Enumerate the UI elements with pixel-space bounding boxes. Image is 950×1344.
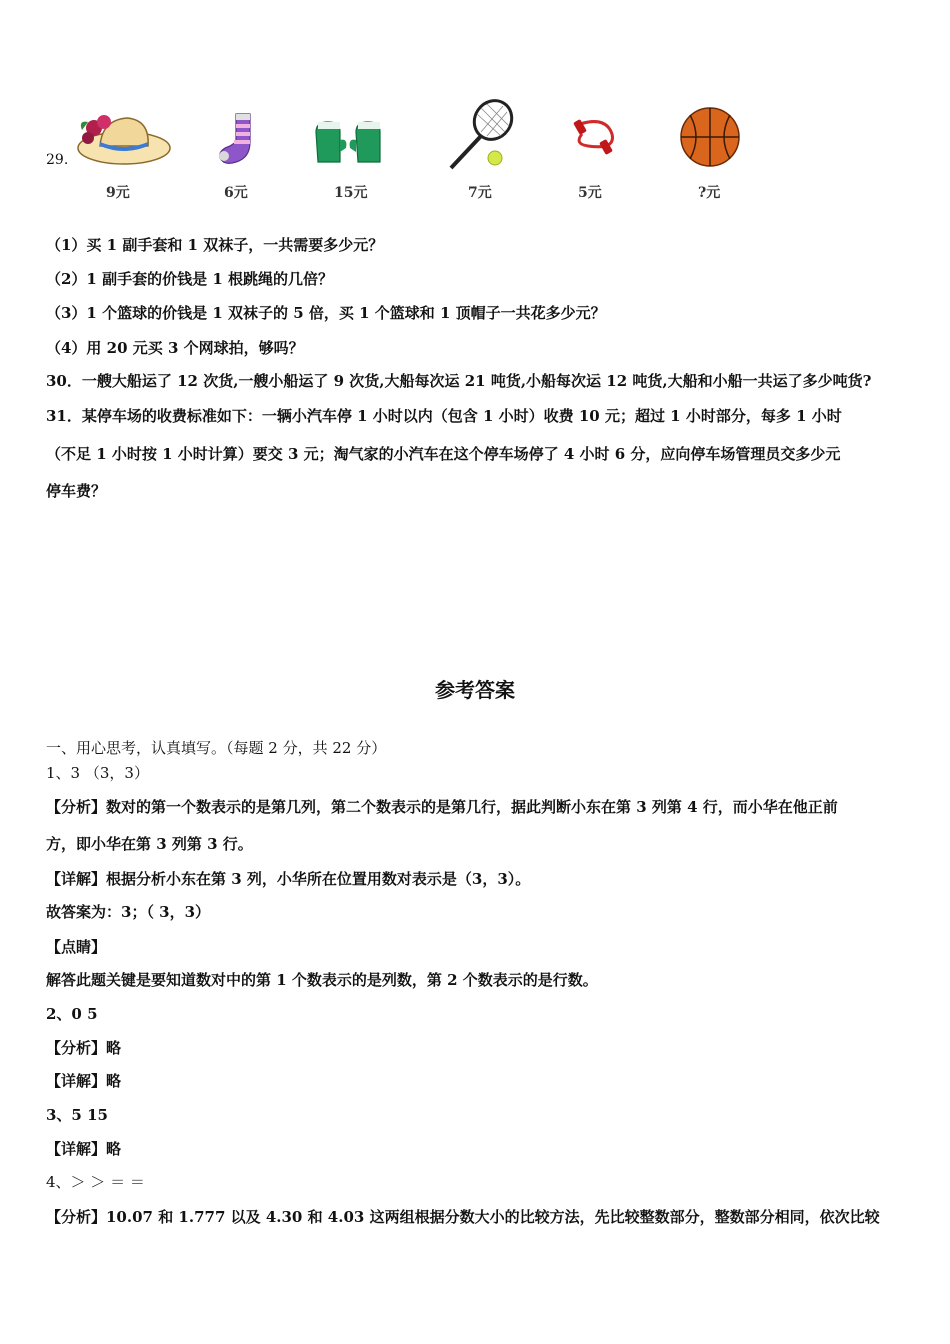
mittens-icon (310, 118, 390, 168)
basketball-icon (678, 105, 742, 169)
item-basketball (660, 105, 760, 169)
item-tennis-racket (432, 96, 532, 172)
question-number: 29. (46, 152, 69, 168)
item-jump-rope (546, 116, 646, 160)
answer-1-comment-label: 【点睛】 (46, 938, 107, 956)
price-basketball: ?元 (698, 185, 721, 201)
price-mittens: 15元 (334, 185, 368, 201)
answer-2: 2、0 5 (46, 1005, 98, 1023)
answer-4: 4、＞ ＞ ＝ ＝ (46, 1173, 145, 1191)
answer-1-analysis-line2: 方，即小华在第 3 列第 3 行。 (46, 835, 253, 853)
tennis-racket-icon (437, 96, 527, 172)
answer-4-analysis: 【分析】10.07 和 1.777 以及 4.30 和 4.03 这两组根据分数大小的比较方法，先比较整数部分，整数部分相同，依次比较 (46, 1208, 880, 1226)
section-heading: 一、用心思考，认真填写。（每题 2 分，共 22 分） (46, 739, 387, 757)
hat-icon (72, 108, 172, 168)
answer-2-detail: 【详解】略 (46, 1072, 122, 1090)
q29-sub2: （2）1 副手套的价钱是 1 根跳绳的几倍？ (46, 270, 333, 288)
answer-1: 1、3 （3，3） (46, 764, 149, 782)
q29-sub3: （3）1 个篮球的价钱是 1 双袜子的 5 倍，买 1 个篮球和 1 顶帽子一共花多少元？ (46, 304, 606, 322)
q29-sub1: （1）买 1 副手套和 1 双袜子，一共需要多少元？ (46, 236, 384, 254)
price-jump-rope: 5元 (578, 185, 602, 201)
question-30: 30．一艘大船运了 12 次货,一艘小船运了 9 次货,大船每次运 21 吨货,小船每次运 12 吨货,大船和小船一共运了多少吨货? (46, 372, 872, 390)
item-sock (186, 112, 286, 168)
answer-1-analysis-line1: 【分析】数对的第一个数表示的是第几列，第二个数表示的是第几行，据此判断小东在第 3 列第 4 行，而小华在他正前 (46, 798, 838, 816)
answer-1-result: 故答案为：3；（ 3，3） (46, 903, 211, 921)
jump-rope-icon (566, 116, 626, 160)
sock-icon (206, 112, 266, 168)
answers-title: 参考答案 (435, 678, 515, 702)
price-tennis-racket: 7元 (468, 185, 492, 201)
question-31-line1: 31．某停车场的收费标准如下：一辆小汽车停 1 小时以内（包含 1 小时）收费 10 元；超过 1 小时部分，每多 1 小时 (46, 407, 842, 425)
answer-2-analysis: 【分析】略 (46, 1039, 122, 1057)
answer-1-detail: 【详解】根据分析小东在第 3 列，小华所在位置用数对表示是（3，3）。 (46, 870, 531, 888)
q29-sub4: （4）用 20 元买 3 个网球拍，够吗？ (46, 339, 304, 357)
item-mittens (300, 118, 400, 168)
answer-3: 3、5 15 (46, 1106, 108, 1124)
question-31-line3: 停车费？ (46, 482, 107, 500)
answer-1-comment: 解答此题关键是要知道数对中的第 1 个数表示的是列数，第 2 个数表示的是行数。 (46, 971, 598, 989)
question-31-line2: （不足 1 小时按 1 小时计算）要交 3 元；淘气家的小汽车在这个停车场停了 4 小时 6 分，应向停车场管理员交多少元 (46, 445, 841, 463)
item-hat (72, 108, 172, 168)
price-hat: 9元 (106, 185, 130, 201)
price-sock: 6元 (224, 185, 248, 201)
answer-3-detail: 【详解】略 (46, 1140, 122, 1158)
